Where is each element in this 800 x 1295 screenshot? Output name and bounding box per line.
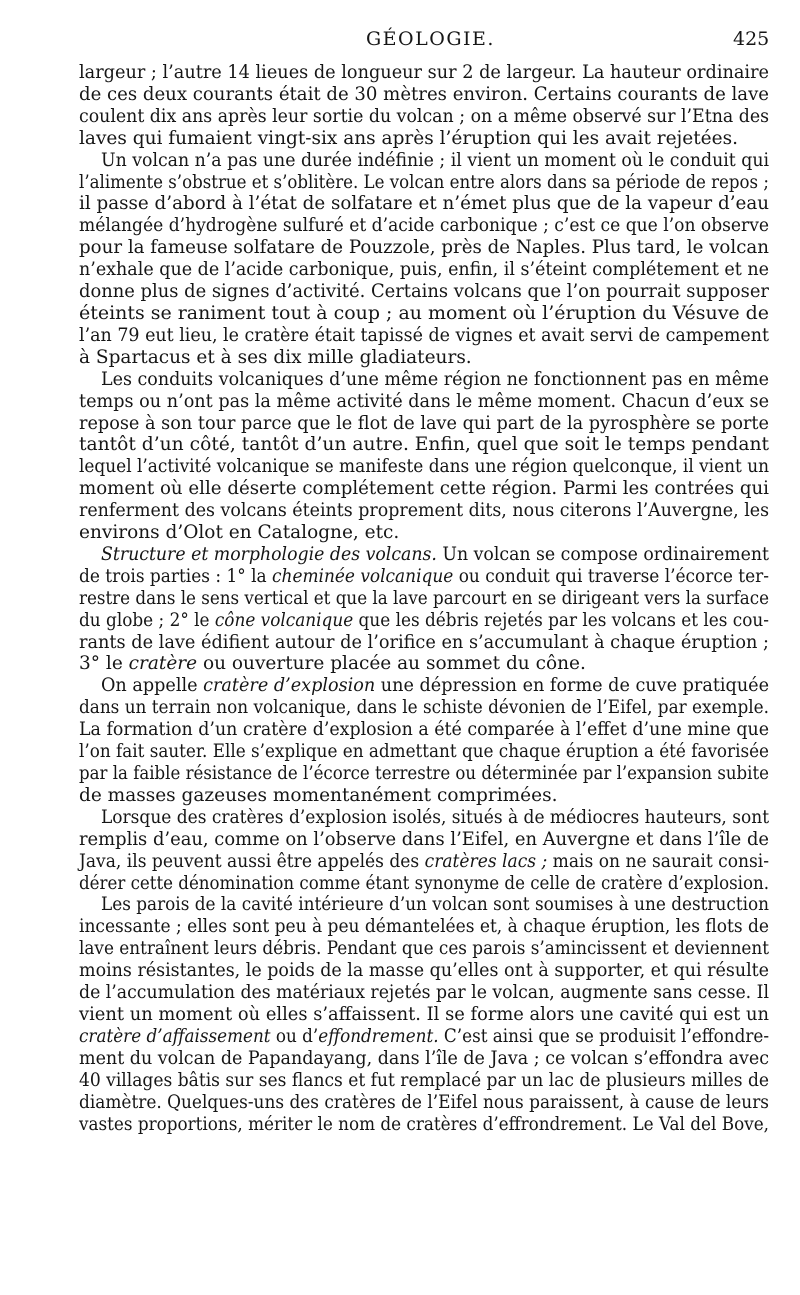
text-line [79,347,769,369]
text-line-content: pour la fameuse solfatare de Pouzzole, près de Naples. Plus tard, le volcan [79,237,769,259]
text-line-content: mélangée d’hydrogène sulfuré et d’acide carbonique ; c’est ce que l’on observe [79,215,770,237]
text-line-content: Lorsque des cratères d’explosion isolés, situés à de médiocres hauteurs, sont [101,806,770,828]
text-line-content: par la faible résistance de l’écorce terrestre ou déterminée par l’expansion subite [79,763,769,784]
text-line [79,697,769,719]
text-line [79,1048,769,1070]
text-line [79,851,769,873]
text-line [79,1070,769,1092]
text-line [79,632,769,654]
text-line [79,281,769,303]
text-line-content: largeur ; l’autre 14 lieues de longueur sur 2 de largeur. La hauteur ordinaire [79,62,770,83]
text-line [79,434,769,456]
text-line-content: repose à son tour parce que le flot de lave qui part de la pyrosphère se porte [79,412,769,434]
text-line-content: La formation d’un cratère d’explosion a été comparée à l’effet d’une mine que [79,719,770,741]
text-line [79,938,769,960]
text-line-content: lave entraînent leurs débris. Pendant que ces parois s’amincissent et deviennent [79,938,770,960]
page-number: 425 [733,28,770,50]
text-line [79,369,769,391]
text-line-content: environs d’Olot en Catalogne, etc. [79,522,400,544]
text-line [79,303,769,325]
text-line-content: éteints se raniment tout à coup ; au moment où l’éruption du Vésuve de [79,302,770,324]
text-line [79,106,769,128]
text-line [79,237,769,259]
text-line [79,588,769,610]
text-line-content: Un volcan n’a pas une durée indéfinie ; il vient un moment où le conduit qui [101,149,770,171]
text-line-content: vient un moment où elles s’affaissent. Il se forme alors une cavité qui est un [79,1003,769,1025]
text-line [79,456,769,478]
text-line-content: moins résistantes, le poids de la masse qu’elles ont à supporter, et qui résulte [79,960,770,982]
text-line [79,566,769,588]
text-line [79,478,769,500]
text-line-content: 3° le cratère ou ouverture placée au sommet du cône. [79,653,586,675]
text-line-content: de masses gazeuses momentanément comprimées. [79,784,558,806]
text-line-content: renferment des volcans éteints proprement dits, nous citerons l’Auvergne, les [79,500,770,522]
text-line [79,1114,769,1136]
text-line [79,785,769,807]
text-line [79,128,769,150]
text-line-content: de l’accumulation des matériaux rejetés par le volcan, augmente sans cesse. Il [79,982,770,1004]
text-line [79,763,769,785]
text-line [79,413,769,435]
text-line-content: l’alimente s’obstrue et s’oblitère. Le volcan entre alors dans sa période de repos ; [79,171,769,193]
text-line-content: remplis d’eau, comme on l’observe dans l’Eifel, en Auvergne et dans l’île de [79,828,770,850]
text-line-content: diamètre. Quelques-uns des cratères de l’Eifel nous paraissent, à cause de leurs [79,1091,770,1113]
text-line [79,325,769,347]
text-line [79,1092,769,1114]
text-line-content: lequel l’activité volcanique se manifeste dans une région quelconque, il vient un [79,456,770,478]
text-line [79,1004,769,1026]
text-line-content: tantôt d’un côté, tantôt d’un autre. Enfin, quel que soit le temps pendant [79,434,770,456]
text-line [79,84,769,106]
text-line-content: laves qui fumaient vingt-six ans après l’éruption qui les avait rejetées. [79,127,738,149]
text-line [79,916,769,938]
text-line [79,982,769,1004]
text-line [79,807,769,829]
text-line-content: dans un terrain non volcanique, dans le schiste dévonien de l’Eifel, par exemple. [79,697,769,719]
text-line-content: du globe ; 2° le cône volcanique que les débris rejetés par les volcans et les cou- [79,609,769,631]
text-line [79,193,769,215]
running-head [0,28,800,58]
text-line-content: il passe d’abord à l’état de solfatare et n’émet plus que de la vapeur d’eau [79,193,770,215]
text-line [79,719,769,741]
text-line-content: 40 villages bâtis sur ses flancs et fut remplacé par un lac de plusieurs milles de [79,1069,770,1091]
text-line [79,894,769,916]
text-line-content: temps ou n’ont pas la même activité dans le même moment. Chacun d’eux se [79,390,770,412]
text-line-content: Structure et morphologie des volcans. Un volcan se compose ordinairement [101,543,769,565]
text-line [79,610,769,632]
running-title: GÉOLOGIE. [366,28,495,50]
text-line [79,653,769,675]
text-line [79,741,769,763]
text-line-content: coulent dix ans après leur sortie du volcan ; on a même observé sur l’Etna des [79,105,770,127]
text-line-content: à Spartacus et à ses dix mille gladiateurs. [79,346,472,368]
text-line [79,500,769,522]
text-line-content: restre dans le sens vertical et que la lave parcourt en se dirigeant vers la surface [79,587,770,609]
text-line-content: rants de lave édifient autour de l’orifice en s’accumulant à chaque éruption ; [79,631,769,653]
text-line [79,215,769,237]
text-line [79,960,769,982]
text-line [79,829,769,851]
text-line [79,62,769,84]
text-line-content: de trois parties : 1° la cheminée volcanique ou conduit qui traverse l’écorce ter- [79,565,769,587]
text-line-content: ment du volcan de Papandayang, dans l’île de Java ; ce volcan s’effondra avec [79,1047,770,1069]
text-line [79,873,769,895]
text-line-content: donne plus de signes d’activité. Certains volcans que l’on pourrait supposer [79,281,769,303]
text-line [79,544,769,566]
text-line [79,391,769,413]
text-line-content: l’an 79 eut lieu, le cratère était tapissé de vignes et avait servi de campement [79,324,769,346]
text-line-content: On appelle cratère d’explosion une dépression en forme de cuve pratiquée [101,675,770,697]
text-line-content: Java, ils peuvent aussi être appelés des cratères lacs ; mais on ne saurait consi- [79,850,770,872]
text-line [79,172,769,194]
text-line [79,522,769,544]
text-line-content: vastes proportions, mériter le nom de cratères d’effrondrement. Le Val del Bove, [79,1113,769,1135]
text-line-content: dérer cette dénomination comme étant synonyme de celle de cratère d’explosion. [79,872,770,894]
body-text [79,62,769,1135]
text-line-content: l’on fait sauter. Elle s’explique en admettant que chaque éruption a été favorisée [79,741,769,763]
text-line-content: de ces deux courants était de 30 mètres environ. Certains courants de lave [79,83,770,105]
text-line-content: cratère d’affaissement ou d’effondrement. C’est ainsi que se produisit l’effondre- [79,1025,770,1047]
text-line [79,150,769,172]
text-line-content: n’exhale que de l’acide carbonique, puis, enfin, il s’éteint complétement et ne [79,259,769,281]
text-line-content: moment où elle déserte complétement cette région. Parmi les contrées qui [79,478,770,500]
text-line-content: Les conduits volcaniques d’une même région ne fonctionnent pas en même [101,368,770,390]
text-line [79,259,769,281]
text-line [79,1026,769,1048]
text-line [79,675,769,697]
text-line-content: Les parois de la cavité intérieure d’un volcan sont soumises à une destruction [101,894,770,916]
text-line-content: incessante ; elles sont peu à peu démantelées et, à chaque éruption, les flots de [79,916,769,938]
